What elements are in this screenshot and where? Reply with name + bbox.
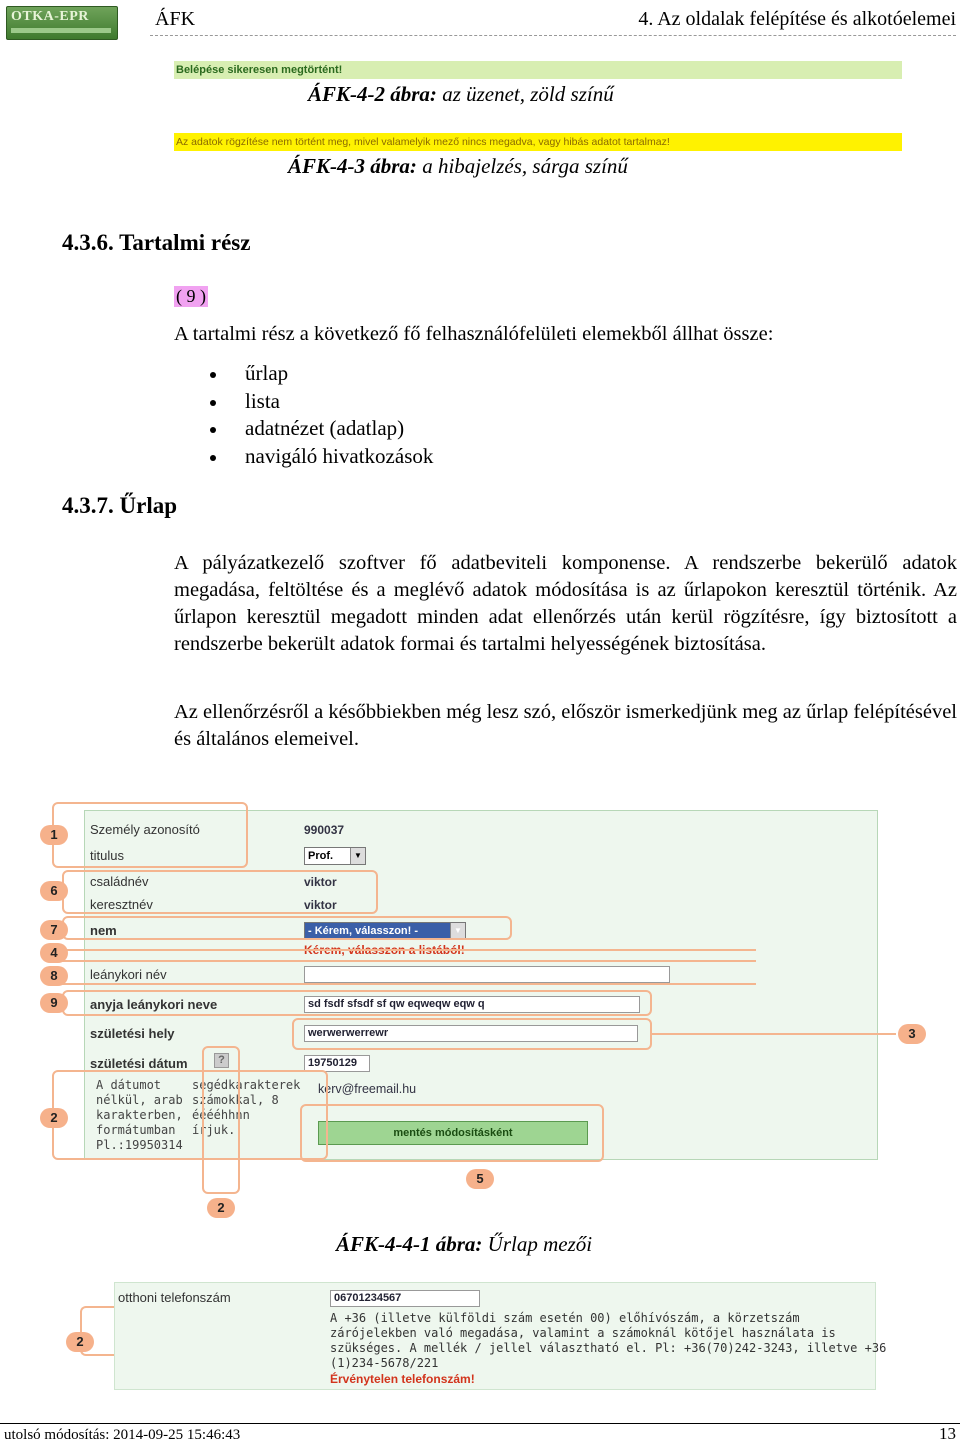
section-intro: A tartalmi rész a következő fő felhasználófelületi elemekből állhat össze:: [174, 323, 774, 345]
callout-frame: [202, 1046, 240, 1194]
callout-number: 4: [40, 943, 68, 963]
footer-modified: utolsó módosítás: 2014-09-25 15:46:43: [4, 1427, 241, 1443]
reference-marker: ( 9 ): [176, 286, 206, 306]
page-number: 13: [939, 1424, 956, 1443]
list-item: lista: [210, 388, 433, 416]
callout-number: 7: [40, 920, 68, 940]
header-divider: [150, 35, 956, 36]
figure-caption-4-4-1: [336, 1232, 592, 1257]
field-label: családnév: [90, 874, 149, 889]
callout-number: 2: [40, 1108, 68, 1128]
field-value: viktor: [304, 898, 337, 912]
nem-error: Kérem, válasszon a listából!: [304, 943, 465, 957]
callout-frame: [52, 802, 248, 868]
input-value: sd fsdf sfsdf sf qw eqweqw eqw q: [308, 998, 485, 1010]
callout-line: [62, 983, 756, 985]
field-value: viktor: [304, 875, 337, 889]
figure-caption-4-2: [308, 82, 614, 107]
callout-line: [652, 1033, 896, 1035]
header-right: 4. Az oldalak felépítése és alkotóelemei: [638, 8, 956, 30]
field-label: keresztnév: [90, 897, 153, 912]
callout-number: 1: [40, 825, 68, 845]
chevron-down-icon: ▼: [450, 923, 465, 939]
caption-label: ÁFK-4-3 ábra:: [288, 154, 417, 178]
phone-input[interactable]: [330, 1290, 480, 1307]
caption-text: a hibajelzés, sárga színű: [416, 154, 628, 178]
otka-epr-logo: [6, 6, 118, 40]
input-value: 19750129: [308, 1057, 357, 1069]
field-label: születési hely: [90, 1026, 175, 1041]
field-label: anyja leánykori neve: [90, 997, 218, 1012]
caption-label: ÁFK-4-2 ábra:: [308, 82, 437, 106]
date-help-text-right: segédkarakterek számokkal, 8 ééééhhnn írjuk.: [192, 1078, 301, 1137]
phone-error: Érvénytelen telefonszám!: [330, 1372, 475, 1386]
success-message-text: Belépése sikeresen megtörtént!: [176, 64, 343, 76]
field-label: Személy azonosító: [90, 822, 200, 837]
field-label: nem: [90, 923, 117, 938]
leanykori-input[interactable]: [304, 966, 670, 983]
caption-label: ÁFK-4-4-1 ábra:: [336, 1232, 483, 1256]
footer-divider: [0, 1423, 960, 1424]
logo-text: OTKA-EPR: [11, 9, 89, 24]
input-value: 06701234567: [334, 1292, 402, 1304]
field-label: titulus: [90, 848, 124, 863]
paragraph-1: A pályázatkezelő szoftver fő adatbeviteli komponense. A rendszerbe bekerülő adatok megadása, feltöltése és a meglévő adatok módosítása is az űrlapokon keresztül történik. Az űrlapon keresztül megadott minden adat ellenőrzés után kerül rögzítésre, így biztosított a rendszerbe bekerült adatok formai és tartalmi helyességének biztosítása.: [174, 552, 957, 655]
callout-number: 9: [40, 993, 68, 1013]
email-value: kerv@freemail.hu: [318, 1082, 417, 1096]
caption-text: az üzenet, zöld színű: [436, 82, 614, 106]
callout-frame: [62, 916, 512, 940]
select-value: - Kérem, válasszon! -: [308, 925, 419, 937]
list-item: adatnézet (adatlap): [210, 415, 433, 443]
input-value: werwerwerrewr: [308, 1027, 389, 1039]
header-left: ÁFK: [155, 8, 196, 30]
callout-number: 2: [66, 1332, 94, 1352]
field-label: leánykori név: [90, 967, 167, 982]
phone-help-text: A +36 (illetve külföldi szám esetén 00) előhívószám, a körzetszám zárójelekben való megadása, valamint a számoknál kötőjel használata is szükséges. A mellék / jellel választható el. Pl: +36(70)242-3243, illetve +36 (1)234-5678/221: [330, 1311, 887, 1370]
callout-frame: [52, 1070, 328, 1160]
callout-number: 8: [40, 966, 68, 986]
field-label: születési dátum: [90, 1056, 188, 1071]
element-list: [210, 360, 433, 470]
callout-line: [62, 949, 756, 951]
callout-frame: [292, 1018, 652, 1050]
callout-frame: [62, 990, 652, 1016]
callout-frame: [62, 870, 378, 914]
field-value: 990037: [304, 823, 345, 837]
paragraph-2: Az ellenőrzésről a későbbiekben még lesz szó, először ismerkedjünk meg az űrlap felépítésével és általános elemeivel.: [174, 701, 957, 750]
callout-number: 6: [40, 881, 68, 901]
section-heading-436: 4.3.6. Tartalmi rész: [62, 230, 251, 255]
help-icon[interactable]: ?: [214, 1053, 229, 1068]
callout-line: [62, 960, 756, 962]
callout-number: 3: [898, 1024, 926, 1044]
callout-number: 2: [207, 1198, 235, 1218]
logo-subline: [11, 28, 111, 33]
phone-label: otthoni telefonszám: [118, 1290, 231, 1305]
list-item: űrlap: [210, 360, 433, 388]
figure-caption-4-3: [288, 154, 628, 179]
caption-text: Űrlap mezői: [482, 1232, 593, 1256]
list-item: navigáló hivatkozások: [210, 443, 433, 471]
save-button[interactable]: mentés módosításként: [318, 1121, 588, 1145]
success-message-bar: [174, 61, 902, 79]
error-message-text: Az adatok rögzítése nem történt meg, mivel valamelyik mező nincs megadva, vagy hibás adatot tartalmaz!: [176, 136, 670, 148]
section-heading-437: 4.3.7. Űrlap: [62, 493, 177, 518]
callout-frame: [300, 1104, 604, 1162]
chevron-down-icon: ▼: [350, 848, 365, 864]
select-value: Prof.: [308, 850, 334, 862]
titulus-select[interactable]: [304, 847, 366, 865]
date-help-text-left: A dátumot nélkül, arab karakterben, formátumban Pl.:19950314: [96, 1078, 183, 1152]
callout-number: 5: [466, 1169, 494, 1189]
error-message-bar: [174, 133, 902, 151]
